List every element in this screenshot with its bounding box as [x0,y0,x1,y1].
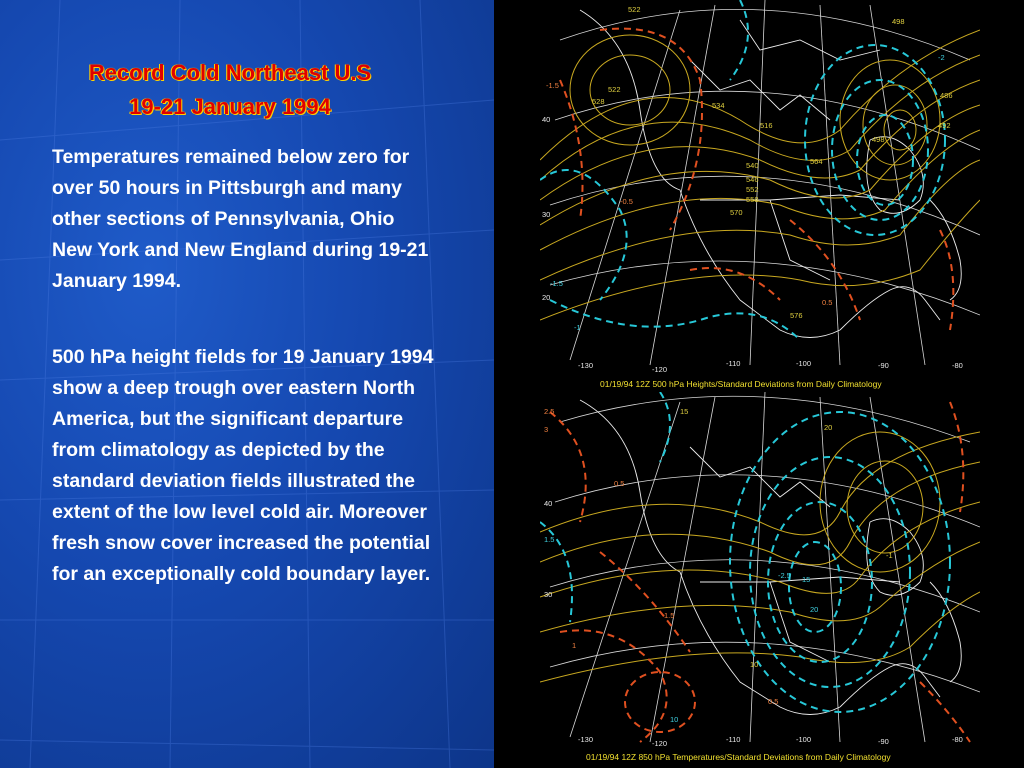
anomaly-label: -1.5 [546,81,559,90]
anomaly-label: -1 [574,323,581,332]
contour-label: 534 [712,101,725,110]
lon-label: -80 [952,735,963,744]
contour-label: 492 [938,121,951,130]
anomaly-label: 20 [810,605,819,614]
anomaly-label: 10 [670,715,679,724]
contour-label: 570 [730,208,743,217]
contour-label: -1 [886,551,893,560]
lat-label: 20 [542,293,551,302]
contour-label: 498 [892,17,905,26]
lat-label: 40 [542,115,551,124]
map-500hpa-caption: 01/19/94 12Z 500 hPa Heights/Standard Deviations from Daily Climatology [600,379,882,389]
contour-label: 552 [746,185,759,194]
lon-label: -120 [652,365,668,374]
map-850hpa [540,392,980,748]
contour-label: 564 [810,157,823,166]
slide-title-line-2: 19-21 January 1994 [129,94,331,119]
anomaly-label: 3 [544,425,549,434]
lon-label: -90 [878,361,889,370]
anomaly-label: -2.5 [778,571,791,580]
contour-label: 486 [940,91,953,100]
paragraph-temperatures: Temperatures remained below zero for over 50 hours in Pittsburgh and many other sections of Pennsylvania, Ohio New York and New England during 19-21 January 1994. [52,146,429,292]
map-column [494,0,1024,768]
lat-label: 40 [544,499,553,508]
anomaly-label: -0.5 [620,197,633,206]
anomaly-label: 15 [802,575,811,584]
anomaly-label: 1.5 [664,611,675,620]
contour-label: 20 [824,423,833,432]
lat-label: 30 [542,210,551,219]
map-500hpa-plot [540,0,980,375]
lon-label: -80 [952,361,963,370]
lon-label: -100 [796,359,812,368]
contour-label: 528 [592,97,605,106]
contour-label: 576 [790,311,803,320]
contour-label: 522 [608,85,621,94]
anomaly-label: 0.5 [768,697,779,706]
contour-label: 516 [760,121,773,130]
anomaly-label: 1.5 [544,535,555,544]
paragraph-height-fields: 500 hPa height fields for 19 January 1994 show a deep trough over eastern North America, but the significant departure from climatology as depicted by the standard deviation fields illustrated the extent of the low level cold air. Moreover fresh snow cover increased the potential for an exceptionally cold boundary layer. [52,346,434,585]
contour-label: 10 [750,660,759,669]
contour-label: 558 [746,195,759,204]
lon-label: -120 [652,739,668,748]
map-850hpa-caption: 01/19/94 12Z 850 hPa Temperatures/Standard Deviations from Daily Climatology [586,752,891,762]
anomaly-label: 1 [572,641,577,650]
map-500hpa [540,0,980,375]
text-panel [0,0,494,768]
map-850hpa-plot [540,392,980,748]
contour-label: 15 [680,407,689,416]
lon-label: -130 [578,361,594,370]
anomaly-label: 2.5 [544,407,555,416]
contour-label: 498 [872,135,885,144]
lon-label: -90 [878,737,889,746]
lat-label: 30 [544,590,553,599]
contour-label: 546 [746,175,759,184]
anomaly-label: 0.5 [614,479,625,488]
contour-label: 522 [628,5,641,14]
slide-title-line-1: Record Cold Northeast U.S [88,60,372,85]
contour-label: 540 [746,161,759,170]
lon-label: -130 [578,735,594,744]
lon-label: -110 [726,359,741,368]
anomaly-label: -2 [938,53,945,62]
lon-label: -110 [726,735,741,744]
anomaly-label: 0.5 [822,298,833,307]
anomaly-label: -1.5 [550,279,563,288]
lon-label: -100 [796,735,812,744]
